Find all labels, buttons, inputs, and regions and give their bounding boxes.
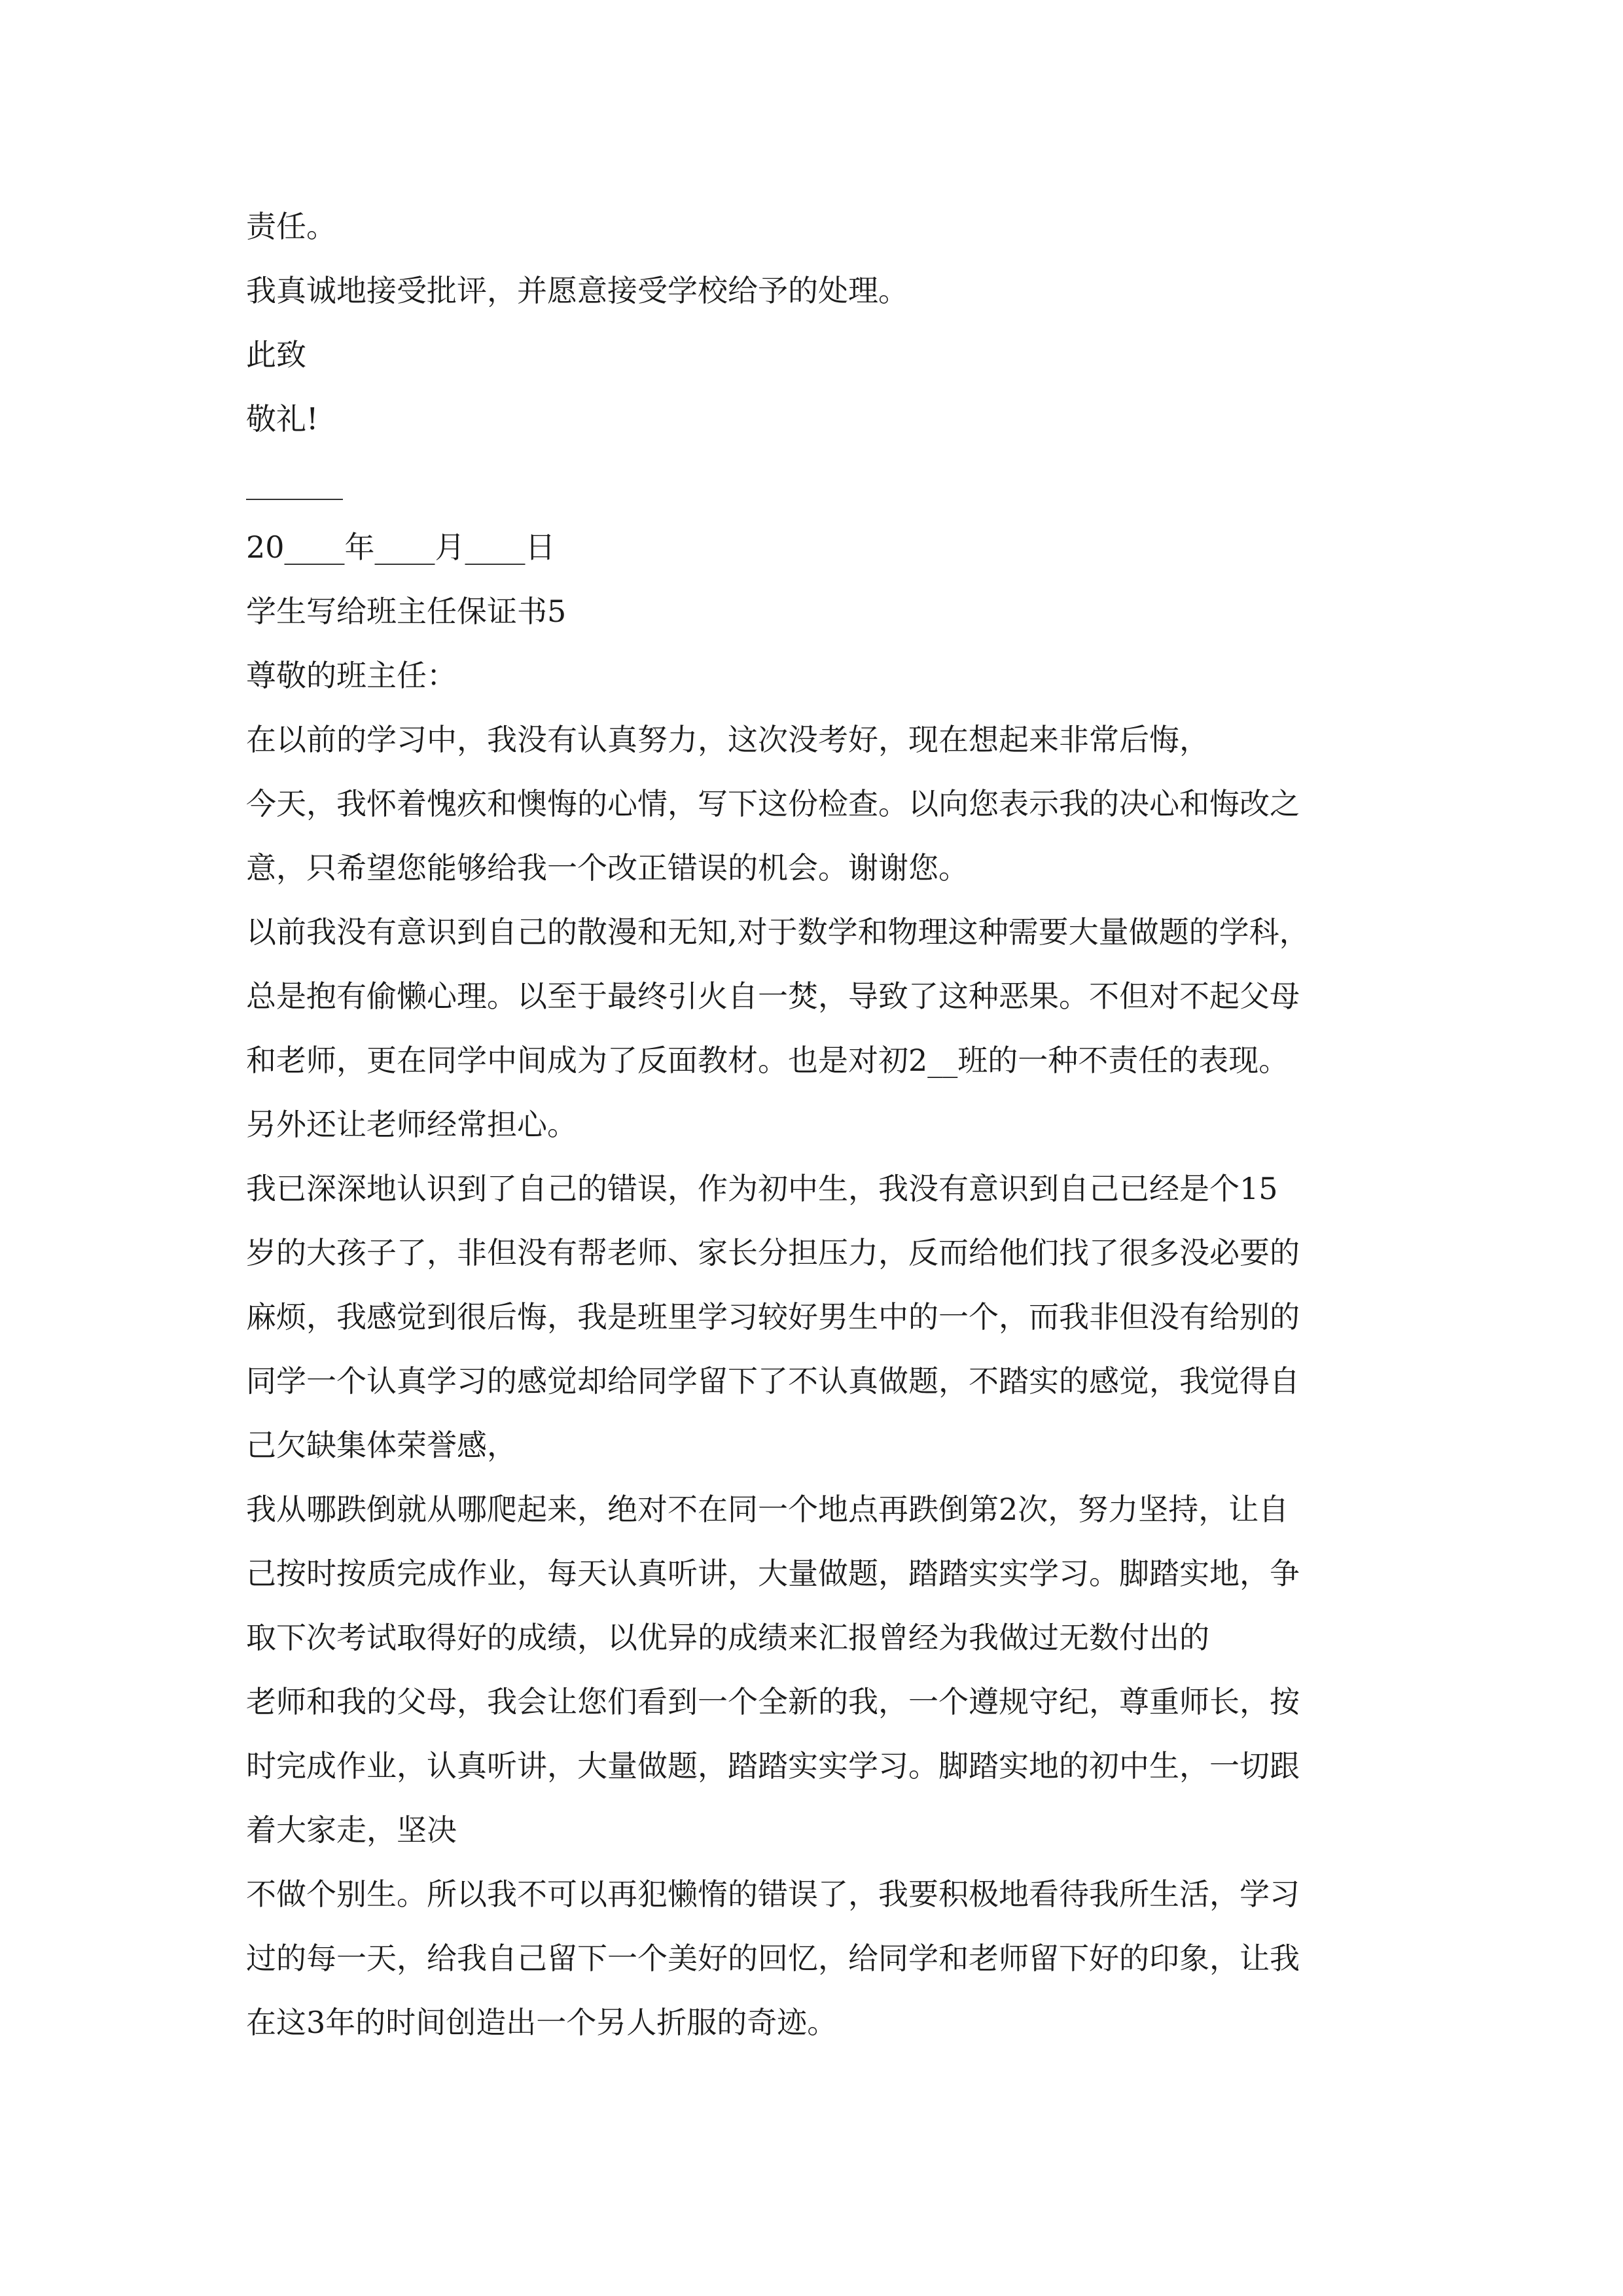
text-line: 岁的大孩子了，非但没有帮老师、家长分担压力，反而给他们找了很多没必要的	[246, 1235, 1300, 1270]
signature-blank-line	[246, 499, 343, 500]
text-line: 己按时按质完成作业，每天认真听讲，大量做题，踏踏实实学习。脚踏实地，争	[246, 1556, 1300, 1591]
text-line: 取下次考试取得好的成绩，以优异的成绩来汇报曾经为我做过无数付出的	[246, 1620, 1209, 1655]
text-line: 时完成作业，认真听讲，大量做题，踏踏实实学习。脚踏实地的初中生，一切跟	[246, 1748, 1300, 1784]
text-line: 我已深深地认识到了自己的错误，作为初中生，我没有意识到自己已经是个15	[246, 1171, 1278, 1206]
text-line: 今天，我怀着愧疚和懊悔的心情，写下这份检查。以向您表示我的决心和悔改之	[246, 786, 1300, 821]
text-line: 过的每一天，给我自己留下一个美好的回忆，给同学和老师留下好的印象，让我	[246, 1941, 1300, 1976]
text-line: 和老师，更在同学中间成为了反面教材。也是对初2__班的一种不责任的表现。	[246, 1043, 1289, 1078]
text-line: 我真诚地接受批评，并愿意接受学校给予的处理。	[246, 273, 908, 308]
text-line: 总是抱有偷懒心理。以至于最终引火自一焚，导致了这种恶果。不但对不起父母	[246, 978, 1300, 1014]
text-line: 在这3年的时间创造出一个另人折服的奇迹。	[246, 2005, 838, 2040]
text-line: 同学一个认真学习的感觉却给同学留下了不认真做题，不踏实的感觉，我觉得自	[246, 1363, 1300, 1399]
text-line: 不做个别生。所以我不可以再犯懒惰的错误了，我要积极地看待我所生活，学习	[246, 1876, 1300, 1912]
text-line: 麻烦，我感觉到很后悔，我是班里学习较好男生中的一个，而我非但没有给别的	[246, 1299, 1300, 1335]
text-line: 以前我没有意识到自己的散漫和无知,对于数学和物理这种需要大量做题的学科，	[246, 914, 1310, 950]
salutation: 尊敬的班主任：	[246, 658, 457, 693]
section-title: 学生写给班主任保证书5	[246, 594, 567, 629]
text-line: 在以前的学习中，我没有认真努力，这次没考好，现在想起来非常后悔，	[246, 722, 1209, 757]
text-line: 意，只希望您能够给我一个改正错误的机会。谢谢您。	[246, 850, 969, 886]
date-line: 20____年____月____日	[246, 529, 556, 565]
text-line: 我从哪跌倒就从哪爬起来，绝对不在同一个地点再跌倒第2次，努力坚持，让自	[246, 1492, 1289, 1527]
text-line: 着大家走，坚决	[246, 1812, 457, 1848]
text-line: 此致	[246, 337, 306, 372]
text-line: 敬礼!	[246, 401, 319, 437]
text-line: 己欠缺集体荣誉感，	[246, 1427, 517, 1463]
text-line: 责任。	[246, 209, 336, 244]
text-line: 另外还让老师经常担心。	[246, 1107, 577, 1142]
text-line: 老师和我的父母，我会让您们看到一个全新的我，一个遵规守纪，尊重师长，按	[246, 1684, 1300, 1719]
